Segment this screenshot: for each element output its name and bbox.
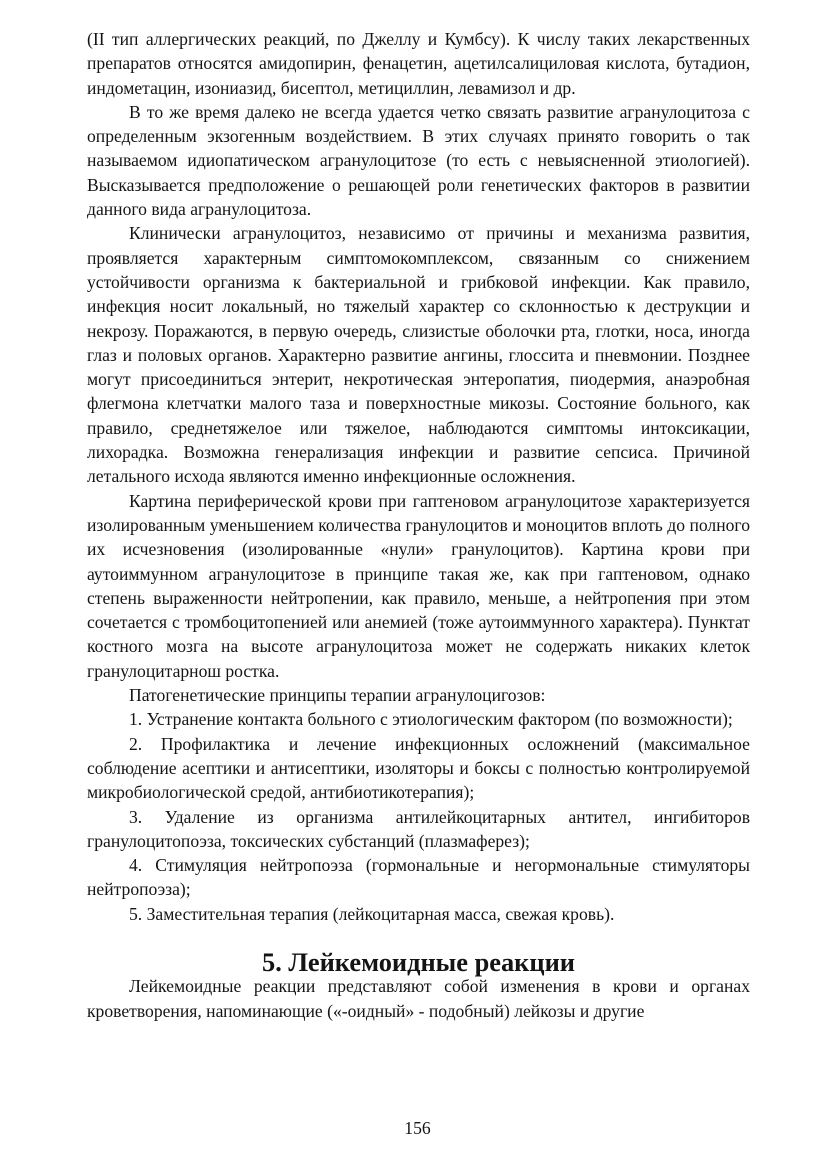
page-number: 156 <box>404 1118 431 1138</box>
paragraph-therapy-principles: Патогенетические принципы терапии агранулоцигозов: <box>129 685 546 706</box>
therapy-list <box>87 707 750 926</box>
list-item: 4. Стимуляция нейтропоэза (гормональные и негормональные стимуляторы нейтропоэза); <box>87 855 750 900</box>
list-item: 3. Удаление из организма антилейкоцитарных антител, ингибиторов гранулоцитопоэза, токсических субстанций (плазмаферез); <box>87 806 750 851</box>
paragraph-drug-list: (II тип аллергических реакций, по Джеллу и Кумбсу). К числу таких лекарственных препаратов относятся амидопирин, фенацетин, ацетилсалициловая кислота, бутадион, индометацин, изониазид, бисептол, метициллин, левамизол и др. <box>87 29 750 98</box>
paragraph-idiopathic: В то же время далеко не всегда удается четко связать развитие агранулоцитоза с определенным экзогенным воздействием. В этих случаях принято говорить о так называемом идиопатическом агранулоцитозе (то есть с невыясненной этиологией). Высказывается предположение о решающей роли генетических факторов в развитии данного вида агранулоцитоза. <box>87 101 750 220</box>
paragraph-blood-picture: Картина периферической крови при гаптеновом агранулоцитозе характеризуется изолированным уменьшением количества гранулоцитов и моноцитов вплоть до полного их исчезновения (изолированные «нули» гранулоцитов). Картина крови при аутоиммунном агранулоцитозе в принципе такая же, как при гаптеновом, однако степень выраженности нейтропении, как правило, меньше, а нейтропения при этом сочетается с тромбоцитопенией или анемией (тоже аутоиммунного характера). Пунктат костного мозга на высоте агранулоцитоза может не содержать никаких клеток гранулоцитарнош ростка. <box>87 490 750 681</box>
section-intro-paragraph: Лейкемоидные реакции представляют собой изменения в крови и органах кроветворения, напоминающие («-оидный» - подобный) лейкозы и другие <box>87 976 750 1021</box>
list-item: 5. Заместительная терапия (лейкоцитарная масса, свежая кровь). <box>129 903 615 924</box>
list-item: 1. Устранение контакта больного с этиологическим фактором (по возможности); <box>129 709 733 730</box>
paragraph-clinical: Клинически агранулоцитоз, независимо от причины и механизма развития, проявляется характерным симптомокомплексом, связанным со снижением устойчивости организма к бактериальной и грибковой инфекции. Как правило, инфекция носит локальный, но тяжелый характер со склонностью к деструкции и некрозу. Поражаются, в первую очередь, слизистые оболочки рта, глотки, носа, иногда глаз и половых органов. Характерно развитие ангины, глоссита и пневмонии. Позднее могут присоединиться энтерит, некротическая энтеропатия, пиодермия, анаэробная флегмона клетчатки малого таза и поверхностные микозы. Состояние больного, как правило, среднетяжелое или тяжелое, наблюдаются симптомы интоксикации, лихорадка. Возможна генерализация инфекции и развитие сепсиса. Причиной летального исхода являются именно инфекционные осложнения. <box>87 223 750 487</box>
list-item: 2. Профилактика и лечение инфекционных осложнений (максимальное соблюдение асептики и антисептики, изоляторы и боксы с полностью контролируемой микробиологической средой, антибиотикотерапия); <box>87 733 750 803</box>
section-heading: 5. Лейкемоидные реакции <box>262 946 575 977</box>
page-body <box>87 27 750 1023</box>
